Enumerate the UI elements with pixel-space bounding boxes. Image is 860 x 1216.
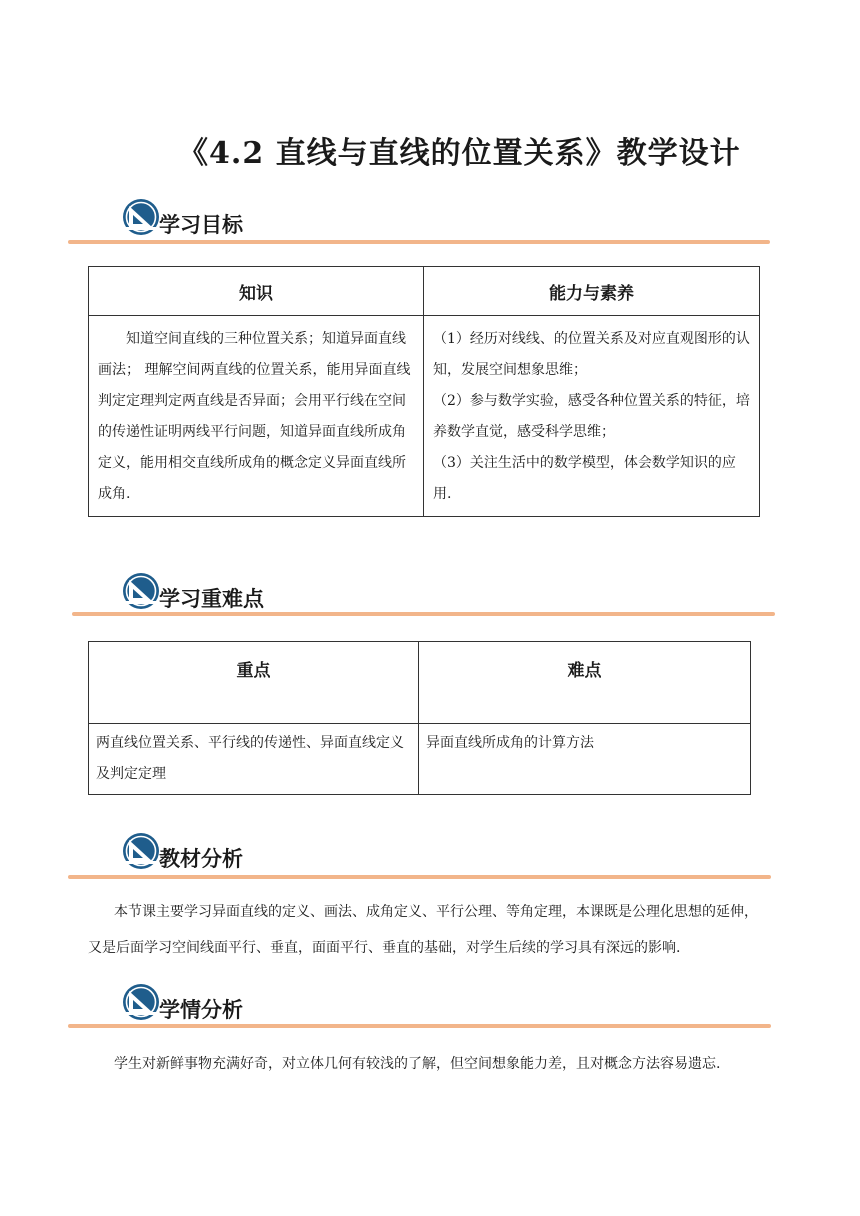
document-title: 《4.2 直线与直线的位置关系》教学设计 — [178, 136, 741, 171]
textbook-analysis-paragraph: 本节课主要学习异面直线的定义、画法、成角定义、平行公理、等角定理，本课既是公理化思想的延伸，又是后面学习空间线面平行、垂直，面面平行、垂直的基础，对学生后续的学习具有深远的影响. — [88, 904, 758, 956]
table-header-key: 重点 — [89, 642, 419, 724]
set-square-logo-icon — [122, 983, 160, 1021]
section-divider — [68, 875, 771, 879]
ability-item: （1）经历对线线、的位置关系及对应直观图形的认知，发展空间想象思维； — [433, 331, 750, 378]
abilities-cell — [424, 316, 760, 517]
section-divider — [72, 612, 775, 616]
ability-item: （2）参与数学实验，感受各种位置关系的特征，培养数学直觉，感受科学思维； — [433, 393, 750, 440]
knowledge-cell: 知道空间直线的三种位置关系；知道异面直线画法； 理解空间两直线的位置关系，能用异面直线判定定理判定两直线是否异面；会用平行线在空间的传递性证明两线平行问题，知道异面直线所成角定义，能用相交直线所成角的概念定义异面直线所成角. — [89, 316, 424, 517]
ability-item: （3）关注生活中的数学模型，体会数学知识的应用. — [433, 455, 736, 502]
section-learners-title: 学情分析 — [159, 998, 243, 1022]
table-header-row — [89, 642, 751, 724]
section-keypoints-title: 学习重难点 — [159, 587, 264, 611]
table-row — [89, 724, 751, 795]
keypoints-table — [88, 641, 751, 795]
table-header-difficult: 难点 — [419, 642, 751, 724]
table-header-knowledge: 知识 — [89, 267, 424, 316]
table-row — [89, 316, 760, 517]
difficult-point-cell: 异面直线所成角的计算方法 — [419, 724, 751, 795]
set-square-logo-icon — [122, 832, 160, 870]
table-header-abilities: 能力与素养 — [424, 267, 760, 316]
learner-analysis-paragraph: 学生对新鲜事物充满好奇，对立体几何有较浅的了解，但空间想象能力差，且对概念方法容易遗忘. — [114, 1056, 721, 1072]
set-square-logo-icon — [122, 572, 160, 610]
section-textbook-title: 教材分析 — [159, 847, 243, 871]
section-objectives-title: 学习目标 — [159, 213, 243, 237]
table-header-row — [89, 267, 760, 316]
key-point-cell: 两直线位置关系、平行线的传递性、异面直线定义及判定定理 — [89, 724, 419, 795]
objectives-table — [88, 266, 760, 517]
section-divider — [68, 1024, 771, 1028]
set-square-logo-icon — [122, 198, 160, 236]
section-divider — [68, 240, 770, 244]
